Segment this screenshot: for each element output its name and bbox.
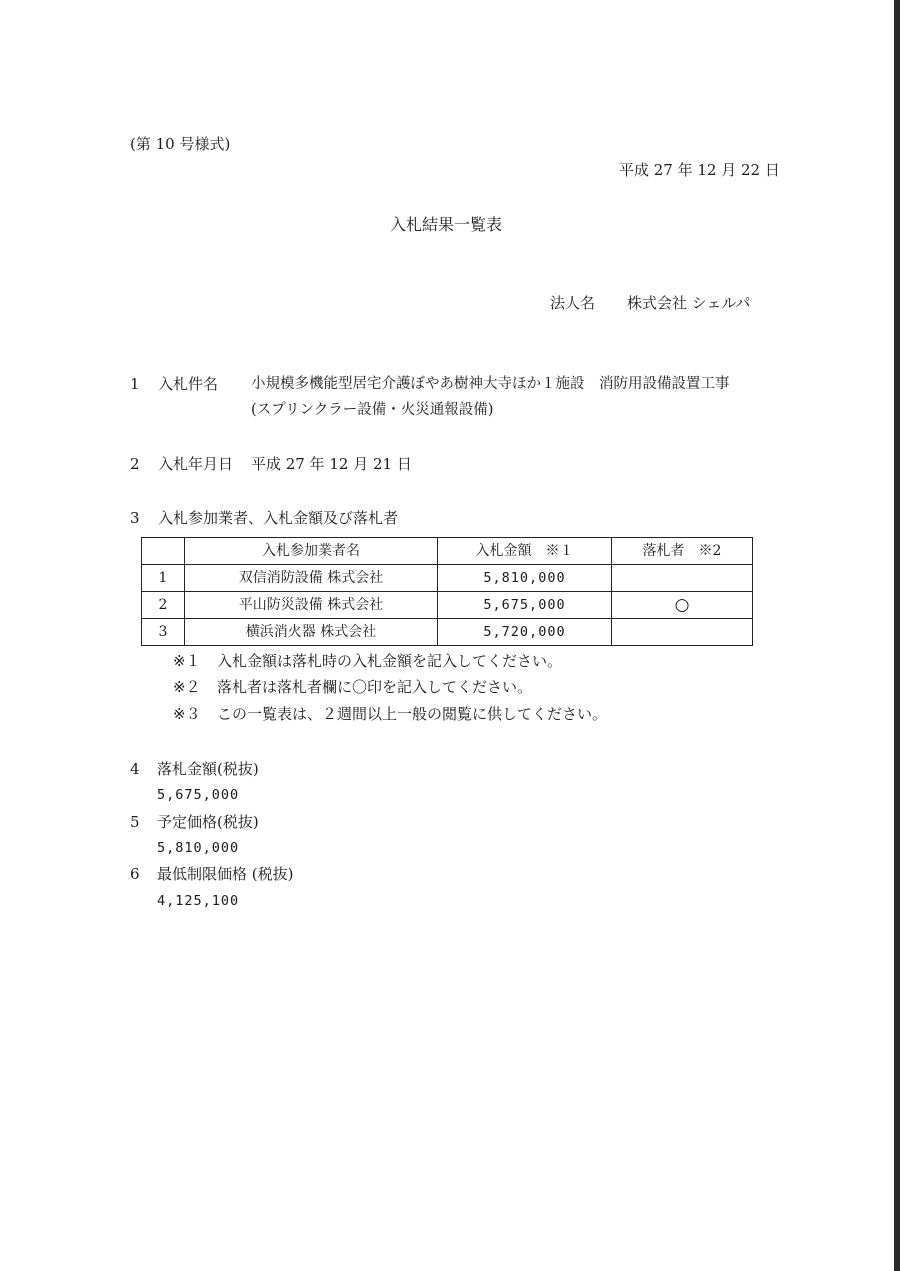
section-1-label: 入札件名 <box>158 375 219 393</box>
table-header-row <box>142 538 753 565</box>
bidder-name: 平山防災設備 株式会社 <box>185 592 438 619</box>
note-1-text: 入札金額は落札時の入札金額を記入してください。 <box>217 652 563 670</box>
bid-results-table <box>141 537 753 646</box>
page-edge-shadow <box>894 0 900 1271</box>
section-4-number: 4 <box>130 760 140 778</box>
document-title: 入札結果一覧表 <box>390 215 503 234</box>
bidder-name: 横浜消火器 株式会社 <box>185 619 438 646</box>
form-number: (第 10 号様式) <box>130 135 231 153</box>
header-winner: 落札者 ※2 <box>612 538 753 565</box>
note-1-mark: ※１ <box>173 652 201 670</box>
bid-amount: 5,720,000 <box>438 619 612 646</box>
planned-price: 5,810,000 <box>157 840 240 856</box>
bid-subject-detail: (スプリンクラー設備・火災通報設備) <box>251 402 494 418</box>
header-bidder: 入札参加業者名 <box>185 538 438 565</box>
winner-mark <box>612 619 753 646</box>
winner-mark: ○ <box>612 592 753 619</box>
section-4-label: 落札金額(税抜) <box>157 760 259 778</box>
table-row <box>142 619 753 646</box>
note-3-text: この一覧表は、２週間以上一般の閲覧に供してください。 <box>217 705 608 723</box>
section-1-number: 1 <box>130 375 140 393</box>
corporation-label: 法人名 <box>550 294 596 312</box>
section-6-number: 6 <box>130 865 140 883</box>
note-3-mark: ※３ <box>173 705 201 723</box>
table-row <box>142 592 753 619</box>
issue-date: 平成 27 年 12 月 22 日 <box>619 161 780 179</box>
corporation-name: 株式会社 シェルパ <box>627 294 751 312</box>
table-row <box>142 565 753 592</box>
header-amount: 入札金額 ※１ <box>438 538 612 565</box>
bid-date: 平成 27 年 12 月 21 日 <box>251 455 412 473</box>
bid-subject: 小規模多機能型居宅介護ぼやあ樹神大寺ほか１施設 消防用設備設置工事 <box>251 376 730 392</box>
section-2-number: 2 <box>130 455 140 473</box>
row-number: 2 <box>142 592 185 619</box>
row-number: 1 <box>142 565 185 592</box>
section-3-number: 3 <box>130 509 140 527</box>
bidder-name: 双信消防設備 株式会社 <box>185 565 438 592</box>
note-2-text: 落札者は落札者欄に〇印を記入してください。 <box>217 678 533 696</box>
bid-amount: 5,675,000 <box>438 592 612 619</box>
section-3-label: 入札参加業者、入札金額及び落札者 <box>158 509 399 527</box>
section-2-label: 入札年月日 <box>158 455 234 473</box>
winner-mark <box>612 565 753 592</box>
row-number: 3 <box>142 619 185 646</box>
header-no <box>142 538 185 565</box>
section-6-label: 最低制限価格 (税抜) <box>157 865 294 883</box>
section-5-label: 予定価格(税抜) <box>157 813 259 831</box>
minimum-price: 4,125,100 <box>157 893 240 909</box>
note-2-mark: ※２ <box>173 678 201 696</box>
section-5-number: 5 <box>130 813 140 831</box>
winning-amount: 5,675,000 <box>157 787 240 803</box>
bid-amount: 5,810,000 <box>438 565 612 592</box>
